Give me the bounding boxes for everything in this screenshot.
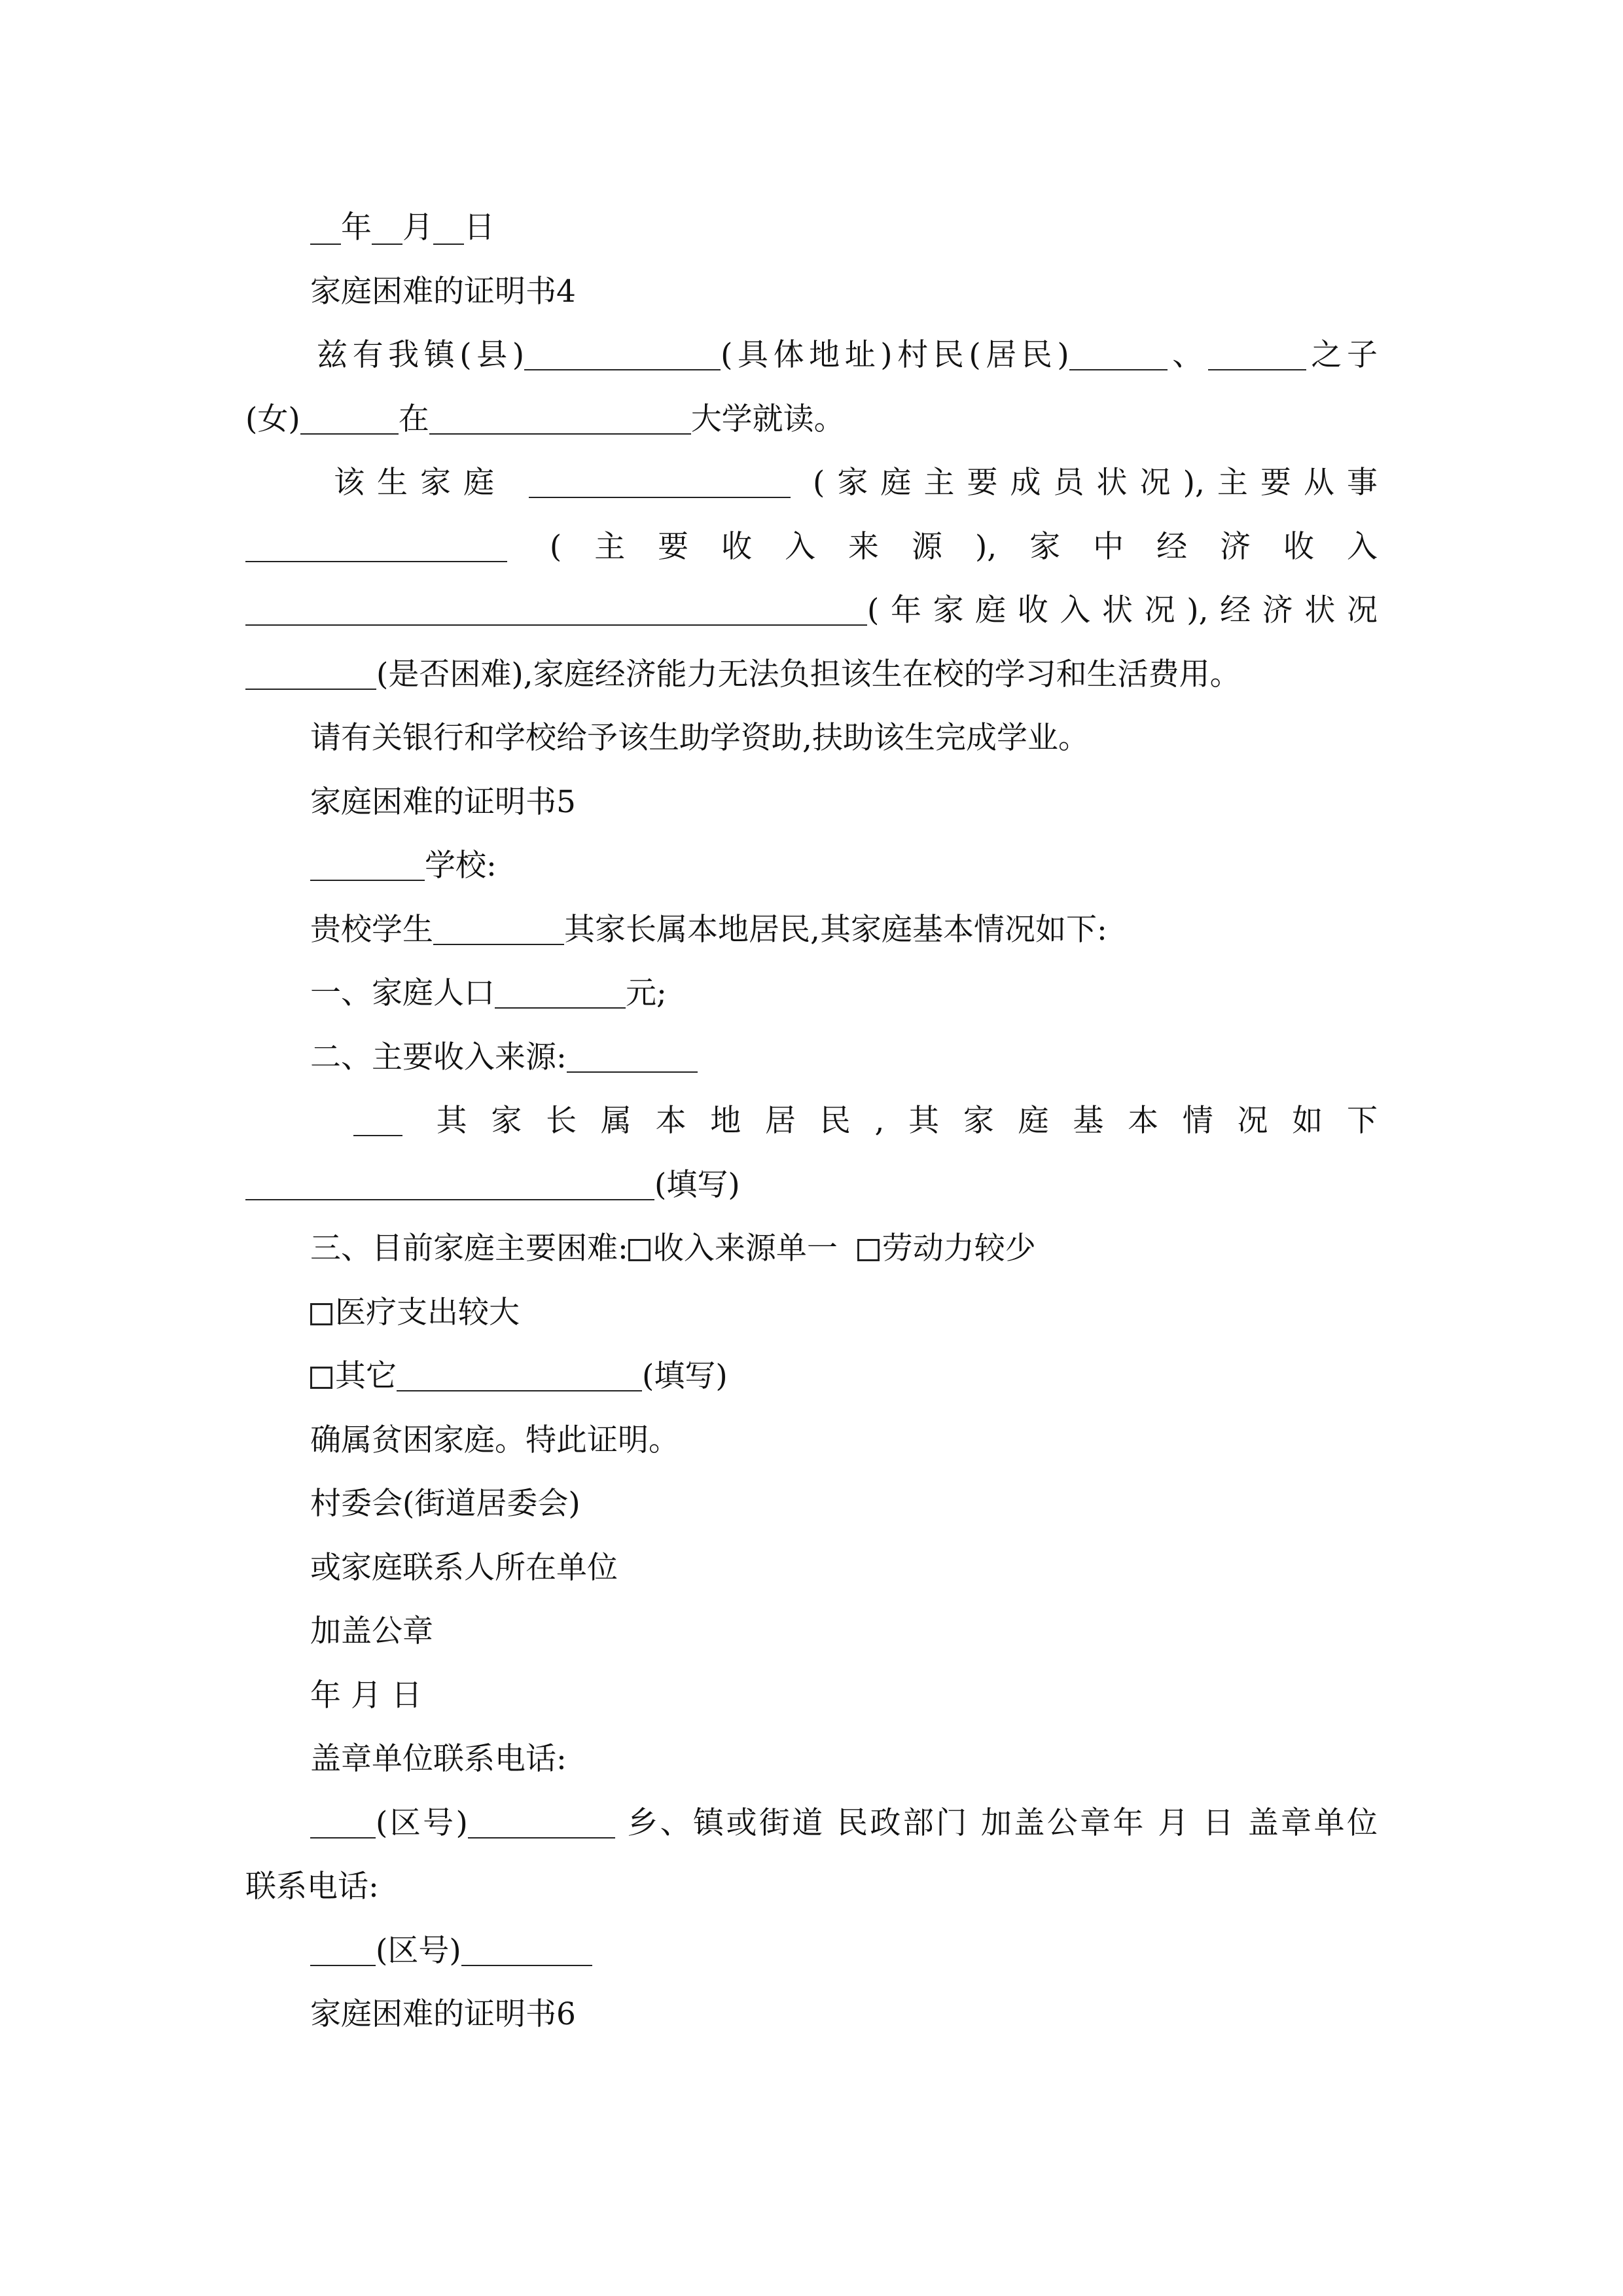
student-intro: 贵校学生 其家长属本地居民,其家庭基本情况如下: (310, 912, 1107, 948)
heading-certificate-4: 家庭困难的证明书4 (310, 274, 576, 310)
paragraph-4-line-1: 兹有我镇(县) (具体地址)村民(居民) 、 之子 (317, 337, 1378, 373)
checkbox-less-labor[interactable] (857, 1239, 880, 1261)
seal-unit-phone-label: 盖章单位联系电话: (310, 1741, 567, 1777)
repeat-intro-line: 其家长属本地居民,其家庭基本情况如下 (353, 1102, 1378, 1141)
heading-certificate-6: 家庭困难的证明书6 (310, 1996, 576, 2032)
signature-date: 年 月 日 (310, 1677, 422, 1713)
issuer-contact-unit: 或家庭联系人所在单位 (310, 1550, 618, 1586)
date-line: __年__月__日 (310, 209, 495, 245)
fill-in-line: (填写) (245, 1166, 740, 1205)
item-income-source: 二、主要收入来源: (310, 1038, 698, 1077)
paragraph-4-line-3: 该生家庭 (家庭主要成员状况),主要从事 (334, 465, 1378, 501)
paragraph-4-line-5: (年家庭收入状况),经济状况 (245, 591, 1378, 630)
area-code-line-2: (区号) (310, 1931, 592, 1971)
checkbox-medical-expense[interactable] (310, 1303, 332, 1325)
certification-statement: 确属贫困家庭。特此证明。 (310, 1422, 679, 1458)
heading-certificate-5: 家庭困难的证明书5 (310, 784, 576, 820)
checkbox-single-income[interactable] (628, 1239, 651, 1261)
issuer-village-committee: 村委会(街道居委会) (310, 1486, 580, 1522)
contact-phone-label: 联系电话: (245, 1869, 379, 1905)
paragraph-4-line-6: (是否困难),家庭经济能力无法负担该生在校的学习和生活费用。 (245, 655, 1241, 694)
item-main-difficulties: 三、目前家庭主要困难: 收入来源单一 劳动力较少 (310, 1230, 1036, 1266)
paragraph-4-line-2: (女) 在 大学就读。 (245, 401, 845, 437)
area-code-line-1: (区号) 乡、镇或街道 民政部门 加盖公章年 月 日 盖章单位 (310, 1804, 1378, 1843)
paragraph-4-line-4: (主要收入来源),家中经济收入 (245, 528, 1378, 567)
school-salutation: 学校: (310, 846, 497, 886)
option-medical-expense: 医疗支出较大 (310, 1293, 520, 1333)
checkbox-other[interactable] (310, 1367, 332, 1389)
paragraph-4-closing: 请有关银行和学校给予该生助学资助,扶助该生完成学业。 (310, 720, 1089, 756)
option-other: 其它 (填写) (310, 1357, 728, 1396)
official-seal-line: 加盖公章 (310, 1613, 433, 1649)
item-family-size: 一、家庭人口 元; (310, 975, 667, 1011)
